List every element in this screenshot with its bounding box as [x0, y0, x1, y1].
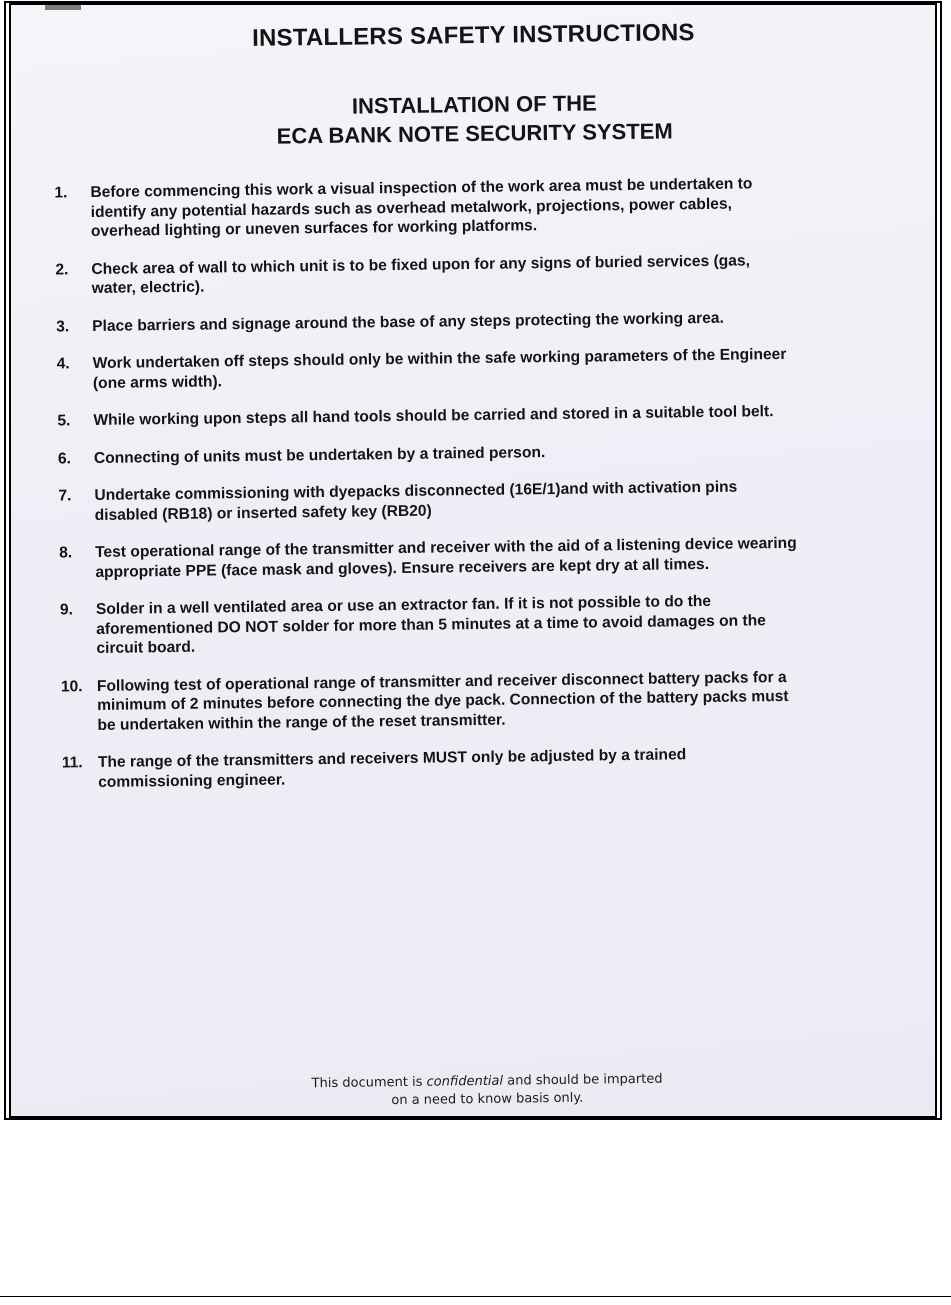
- item-text: Solder in a well ventilated area or use an extractor fan. If it is not possible to do the aforementioned DO NOT solder for more than 5 minutes at a time to avoid damages on the circuit board.: [95, 592, 766, 657]
- item-text: Check area of wall to which unit is to be fixed upon for any signs of buried services (gas, water, electric).: [91, 251, 751, 298]
- item-text: Following test of operational range of transmitter and receiver disconnect battery packs for a minimum of 2 minutes before connecting the dye pack. Connection of the battery packs must be undertaken within the range of the reset transmitter.: [96, 668, 789, 734]
- item-number: 6.: [57, 449, 72, 467]
- item-number: 10.: [60, 677, 83, 695]
- document-subtitle: [12, 84, 937, 154]
- item-number: 3.: [56, 317, 70, 335]
- item-text: While working upon steps all hand tools should be carried and stored in a suitable tool belt.: [93, 403, 774, 430]
- footer-text-before: This document is: [311, 1074, 427, 1092]
- item-text: Test operational range of the transmitter and receiver with the aid of a listening device wearing appropriate PPE (face mask and gloves). Ensure receivers are kept dry at all times.: [95, 534, 797, 581]
- confidentiality-notice: [25, 1067, 937, 1115]
- footer-text-after: and should be imparted: [502, 1071, 663, 1089]
- list-item: [62, 744, 802, 793]
- list-item: [58, 477, 798, 526]
- subtitle-line-2: ECA BANK NOTE SECURITY SYSTEM: [276, 118, 673, 149]
- item-number: 1.: [54, 184, 68, 202]
- item-text: Place barriers and signage around the base of any steps protecting the working area.: [92, 309, 724, 335]
- item-text: Undertake commissioning with dyepacks disconnected (16E/1)and with activation pins disabled (RB18) or inserted safety key (RB20): [94, 478, 738, 524]
- footer-line-2: on a need to know basis only.: [391, 1090, 584, 1109]
- document-title: INSTALLERS SAFETY INSTRUCTIONS: [252, 19, 695, 52]
- item-number: 2.: [55, 260, 69, 278]
- list-item: [61, 667, 802, 735]
- list-item: [54, 174, 795, 242]
- subtitle-line-1: INSTALLATION OF THE: [351, 90, 597, 119]
- list-item: [60, 591, 801, 659]
- item-text: The range of the transmitters and receivers MUST only be adjusted by a trained commissioning engineer.: [97, 746, 687, 791]
- item-number: 7.: [58, 487, 72, 505]
- list-item: [57, 402, 797, 431]
- item-number: 4.: [56, 355, 70, 373]
- list-item: [58, 439, 798, 468]
- item-text: Connecting of units must be undertaken by a trained person.: [93, 443, 546, 467]
- footer-emphasis: confidential: [426, 1073, 504, 1090]
- scanned-document: [9, 3, 937, 1118]
- document-body: [11, 3, 937, 1118]
- item-number: 9.: [59, 601, 74, 619]
- item-text: Before commencing this work a visual inspection of the work area must be undertaken to identify any potential hazards such as overhead metalwork, projections, power cables, overhead lighting or uneven surfaces for working platforms.: [90, 175, 753, 241]
- item-number: 11.: [61, 754, 83, 772]
- item-text: Work undertaken off steps should only be within the safe working parameters of the Engineer (one arms width).: [92, 345, 787, 392]
- list-item: [55, 250, 795, 299]
- list-item: [57, 345, 797, 394]
- safety-instructions-list: [54, 174, 802, 811]
- list-item: [56, 307, 796, 336]
- item-number: 5.: [57, 412, 71, 430]
- page-bottom-rule: [0, 1296, 951, 1297]
- list-item: [59, 534, 799, 583]
- item-number: 8.: [59, 544, 73, 562]
